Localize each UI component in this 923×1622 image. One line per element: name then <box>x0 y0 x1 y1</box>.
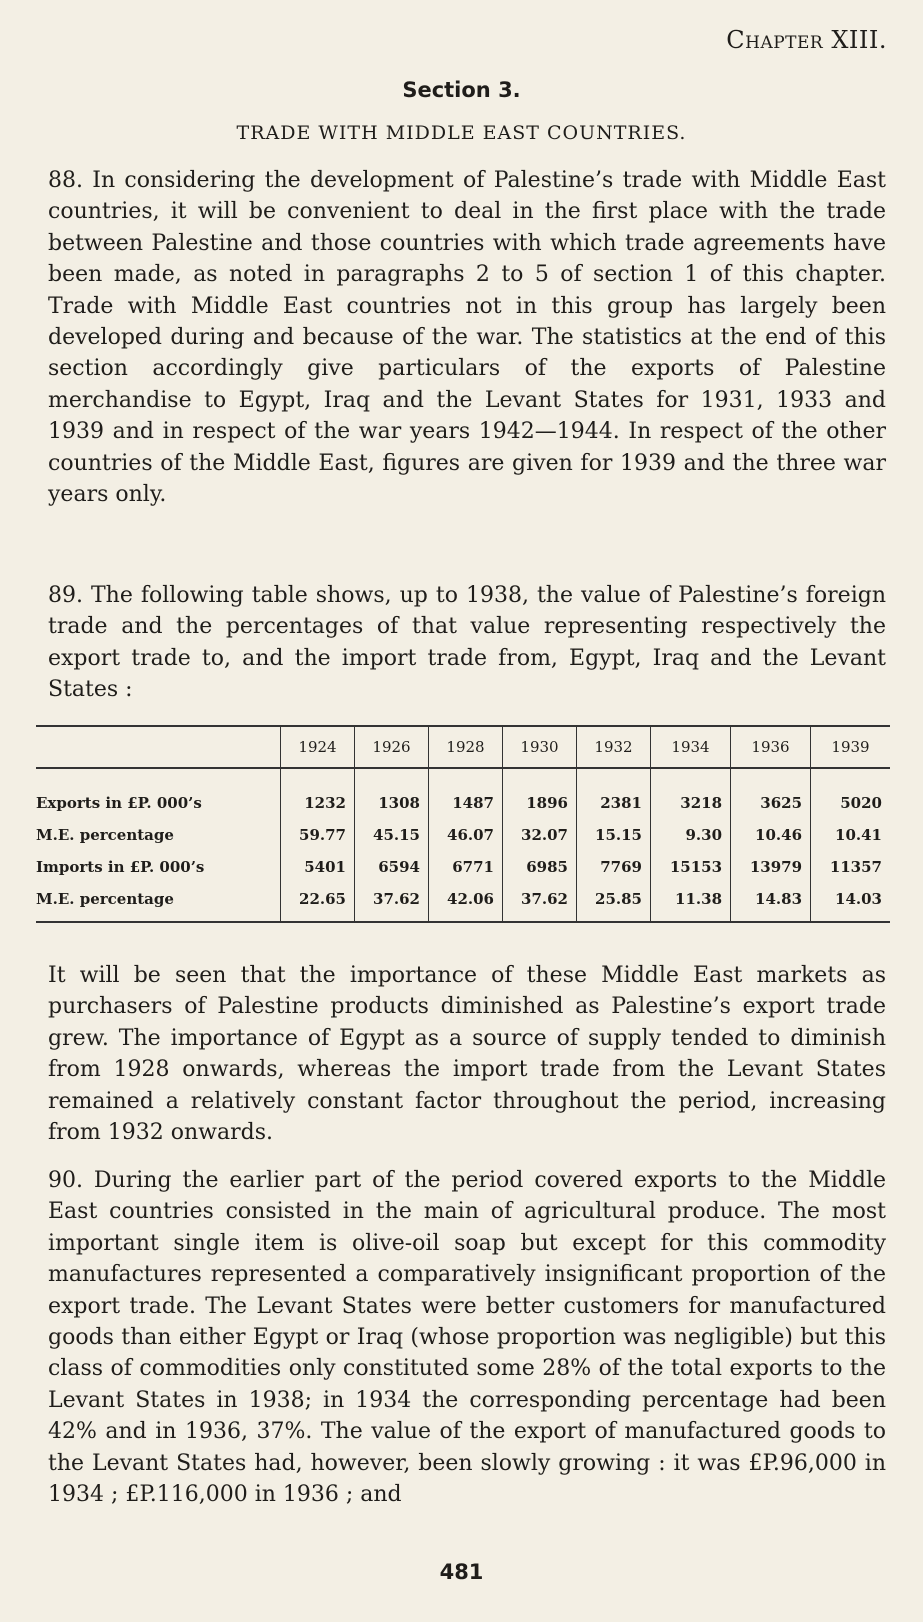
paragraph-90: 90. During the earlier part of the period covered exports to the Middle East countries consisted in the main of agricultural produce. The most important single item is olive-oil soap but except for this commodity manufactures represented a comparatively insignificant proportion of the export trade. The Levant States were better customers for manufactured goods than either Egypt or Iraq (whose proportion was negligible) but this class of commodities only constituted some 28% of the total exports to the Levant States in 1938; in 1934 the corresponding percentage had been 42% and in 1936, 37%. The value of the export of manufactured goods to the Levant States had, however, been slowly growing : it was £P.96,000 in 1934 ; £P.116,000 in 1936 ; and <box>48 1168 886 1508</box>
table-cell: 32.07 <box>503 819 577 851</box>
table-cell: 46.07 <box>429 819 503 851</box>
table-cell: 6771 <box>429 851 503 883</box>
paragraph-88: 88. In considering the development of Palestine’s trade with Middle East countries, it will be convenient to deal in the first place with the trade between Palestine and those countries with which trade agreements have been made, as noted in paragraphs 2 to 5 of section 1 of this chapter. Trade with Middle East countries not in this group has largely been developed during and because of the war. The statistics at the end of this section accordingly give particulars of the exports of Palestine merchandise to Egypt, Iraq and the Levant States for 1931, 1933 and 1939 and in respect of the war years 1942—1944. In respect of the other countries of the Middle East, figures are given for 1939 and the three war years only. <box>48 168 886 508</box>
table-cell: 3218 <box>651 768 731 819</box>
table-cell: 1232 <box>281 768 355 819</box>
table-header-year: 1924 <box>281 726 355 768</box>
table-cell: 11357 <box>811 851 890 883</box>
row-label: M.E. percentage <box>36 883 281 922</box>
paragraph-89: 89. The following table shows, up to 1938, the value of Palestine’s foreign trade and the percentages of that value representing respectively the export trade to, and the import trade from, Egypt, Iraq and the Levant States : <box>48 583 886 703</box>
table-row <box>36 883 890 922</box>
table-row <box>36 819 890 851</box>
table-header-year: 1932 <box>577 726 651 768</box>
table-cell: 14.03 <box>811 883 890 922</box>
table-header-year: 1936 <box>731 726 811 768</box>
table-cell: 25.85 <box>577 883 651 922</box>
table-header-year: 1939 <box>811 726 890 768</box>
trade-table <box>36 725 890 923</box>
table-cell: 15153 <box>651 851 731 883</box>
page-number: 481 <box>439 1560 484 1584</box>
row-label: M.E. percentage <box>36 826 174 844</box>
table-cell: 3625 <box>731 768 811 819</box>
table-cell: 59.77 <box>281 819 355 851</box>
table-header-year: 1926 <box>355 726 429 768</box>
section-heading: TRADE WITH MIDDLE EAST COUNTRIES. <box>236 122 687 144</box>
section-title: Section 3. <box>402 78 521 102</box>
table-cell: 22.65 <box>281 883 355 922</box>
table-cell: 14.83 <box>731 883 811 922</box>
table-cell: 45.15 <box>355 819 429 851</box>
row-label: Exports in £P. 000’s <box>36 794 202 812</box>
table-cell: 1487 <box>429 768 503 819</box>
table-cell: 15.15 <box>577 819 651 851</box>
table-cell: 42.06 <box>429 883 503 922</box>
table-header-year: 1930 <box>503 726 577 768</box>
table-header-empty <box>36 726 281 768</box>
table-cell: 13979 <box>731 851 811 883</box>
table-cell: 1896 <box>503 768 577 819</box>
table-cell: 7769 <box>577 851 651 883</box>
table-cell: 1308 <box>355 768 429 819</box>
table-row <box>36 768 890 819</box>
paragraph-89-continued: It will be seen that the importance of these Middle East markets as purchasers of Palestine products diminished as Palestine’s export trade grew. The importance of Egypt as a source of supply tended to diminish from 1928 onwards, whereas the import trade from the Levant States remained a relatively constant factor throughout the period, increasing from 1932 onwards. <box>48 963 886 1146</box>
table-cell: 5401 <box>281 851 355 883</box>
table-cell: 10.41 <box>811 819 890 851</box>
table-header-row <box>36 726 890 768</box>
table-cell: 9.30 <box>651 819 731 851</box>
table-cell: 11.38 <box>651 883 731 922</box>
table-cell: 37.62 <box>355 883 429 922</box>
table-cell: 37.62 <box>503 883 577 922</box>
table-cell: 6985 <box>503 851 577 883</box>
table-header-year: 1934 <box>651 726 731 768</box>
table-cell: 5020 <box>811 768 890 819</box>
table-cell: 6594 <box>355 851 429 883</box>
table-cell: 10.46 <box>731 819 811 851</box>
chapter-header: Chapter XIII. <box>726 26 887 54</box>
table-row <box>36 851 890 883</box>
table-cell: 2381 <box>577 768 651 819</box>
table-header-year: 1928 <box>429 726 503 768</box>
row-label: Imports in £P. 000’s <box>36 858 205 876</box>
